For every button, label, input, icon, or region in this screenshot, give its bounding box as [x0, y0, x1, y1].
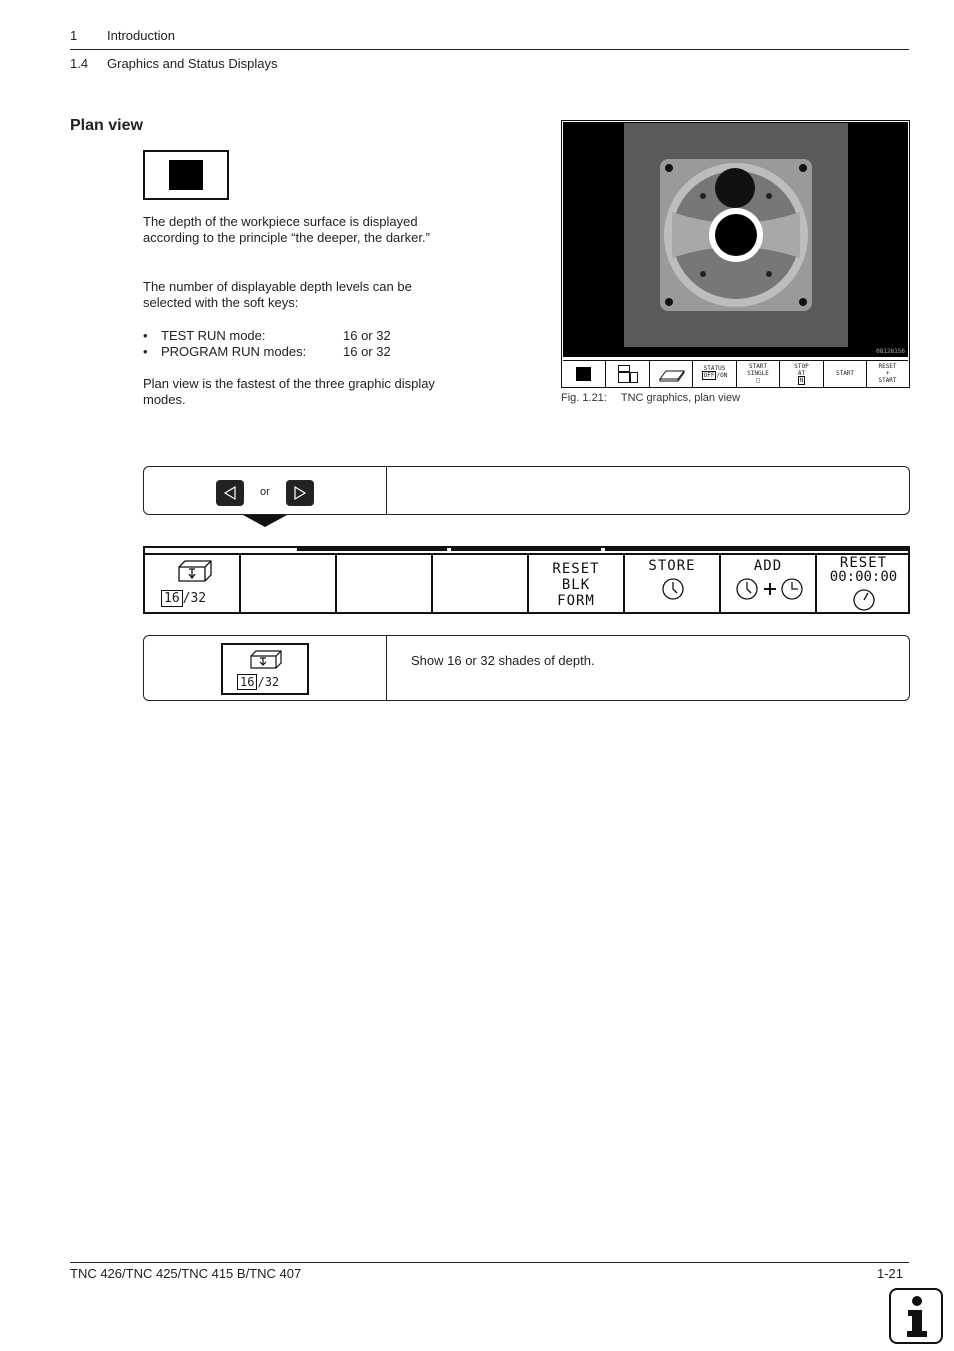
mini-softkey-3d[interactable] [650, 361, 693, 387]
softkey-empty[interactable] [433, 555, 529, 614]
plan-view-icon [143, 150, 229, 200]
depth-block-icon [249, 649, 285, 671]
clock-icon [661, 577, 685, 601]
chapter-title: Introduction [107, 28, 175, 43]
info-icon [889, 1288, 943, 1344]
softkey-depth-levels-icon: 16 /32 [221, 643, 309, 695]
footer-model: TNC 426/TNC 425/TNC 415 B/TNC 407 [70, 1266, 302, 1281]
mini-softkey-start[interactable]: START [824, 361, 867, 387]
paragraph-fastest: Plan view is the fastest of the three graphic display modes. [143, 376, 435, 407]
softkey-depth-levels[interactable]: 16 /32 [145, 555, 241, 614]
mini-softkey-status[interactable]: STATUS OFF /ON [693, 361, 737, 387]
clock-add-icon [735, 577, 805, 601]
or-label: or [260, 486, 270, 498]
header-rule [70, 49, 909, 50]
graphics-area [563, 122, 908, 357]
down-arrow-icon [243, 515, 287, 527]
softkey-store[interactable]: STORE [625, 555, 721, 614]
softkey-empty[interactable] [241, 555, 337, 614]
description-panel [143, 635, 910, 701]
mini-softkey-stop-at[interactable]: STOP AT N [780, 361, 824, 387]
chapter-number: 1 [70, 28, 78, 43]
figure-caption: Fig. 1.21: TNC graphics, plan view [561, 392, 741, 404]
screen-softkey-row [563, 360, 908, 387]
paragraph-levels: The number of displayable depth levels can be selected with the soft keys: [143, 279, 412, 310]
footer-rule [70, 1262, 909, 1263]
arrow-keys-panel [143, 466, 910, 515]
page-heading: Plan view [70, 117, 143, 134]
softkey-reset-time[interactable]: RESET 00:00:00 [817, 555, 910, 614]
softkey-add[interactable]: ADD [721, 555, 817, 614]
softkey-row [145, 555, 908, 614]
paragraph-depth: The depth of the workpiece surface is displayed according to the principle “the deeper, the darker.” [143, 214, 430, 245]
tnc-screen-figure [561, 120, 910, 388]
page-number: 1-21 [877, 1266, 904, 1281]
softkey-bar [143, 546, 910, 614]
softkey-empty[interactable] [337, 555, 433, 614]
mini-softkey-projections[interactable] [606, 361, 650, 387]
screen-code: 08128156 [876, 348, 905, 355]
clock-reset-icon [852, 588, 876, 612]
mini-softkey-plan[interactable] [563, 361, 606, 387]
section-title: Graphics and Status Displays [107, 56, 278, 71]
mini-softkey-start-single[interactable]: START SINGLE □ [737, 361, 780, 387]
section-number: 1.4 [70, 56, 89, 71]
arrow-left-icon[interactable] [216, 480, 244, 506]
depth-block-icon [177, 559, 213, 583]
workpiece-plan-view [563, 122, 908, 357]
arrow-right-icon[interactable] [286, 480, 314, 506]
softkey-reset-blk-form[interactable]: RESET BLK FORM [529, 555, 625, 614]
description-text: Show 16 or 32 shades of depth. [411, 653, 595, 668]
mini-softkey-reset-start[interactable]: RESET + START [878, 363, 897, 384]
